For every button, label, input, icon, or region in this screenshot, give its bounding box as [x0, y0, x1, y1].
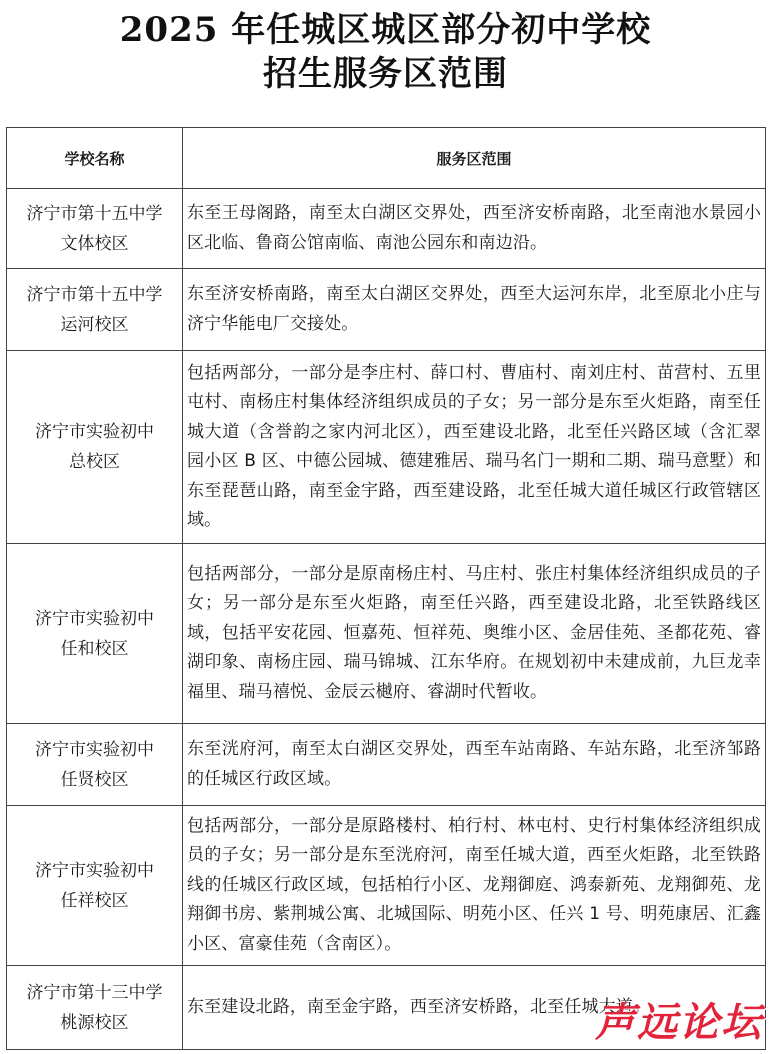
service-area-cell: 包括两部分，一部分是李庄村、薛口村、曹庙村、南刘庄村、苗营村、五里屯村、南杨庄村集体经济组织成员的子女；另一部分是东至火炬路，南至任城大道（含誉韵之家内河北区），西至建设北路，北至任兴路区域（含汇翠园小区 B 区、中德公园城、德建雅居、瑞马名门一期和二期、瑞马意墅）和东至琵琶山路，南至金宇路，西至建设路，北至任城大道任城区行政管辖区域。 [183, 351, 766, 544]
school-name-cell [7, 544, 183, 724]
service-area-cell: 包括两部分，一部分是原路楼村、柏行村、林屯村、史行村集体经济组织成员的子女；另一部分是东至洸府河，南至任城大道，西至火炬路，北至铁路线的任城区行政区域，包括柏行小区、龙翔御庭、鸿泰新苑、龙翔御苑、龙翔御书房、紫荆城公寓、北城国际、明苑小区、任兴 1 号、明苑康居、汇鑫小区、富豪佳苑（含南区）。 [183, 806, 766, 966]
service-area-cell: 东至济安桥南路，南至太白湖区交界处，西至大运河东岸，北至原北小庄与济宁华能电厂交接处。 [183, 269, 766, 351]
service-area-table [6, 127, 766, 1050]
school-campus: 任和校区 [60, 638, 129, 659]
school-campus: 任祥校区 [60, 890, 129, 911]
header-school-name: 学校名称 [7, 128, 183, 189]
school-campus: 桃源校区 [60, 1012, 129, 1033]
school-name: 济宁市实验初中 [35, 860, 154, 881]
table-row [7, 806, 766, 966]
school-name-cell [7, 724, 183, 806]
school-campus: 文体校区 [60, 233, 129, 254]
school-name-cell [7, 966, 183, 1050]
service-area-cell: 包括两部分，一部分是原南杨庄村、马庄村、张庄村集体经济组织成员的子女；另一部分是东至火炬路，南至任兴路，西至建设北路，北至铁路线区域，包括平安花园、恒嘉苑、恒祥苑、奥维小区、金居佳苑、圣都花苑、睿湖印象、南杨庄园、瑞马锦城、江东华府。在规划初中未建成前，九巨龙幸福里、瑞马禧悦、金辰云樾府、睿湖时代暂收。 [183, 544, 766, 724]
school-name: 济宁市第十三中学 [26, 982, 163, 1003]
school-name: 济宁市实验初中 [35, 739, 154, 760]
school-campus: 总校区 [69, 452, 120, 472]
table-header-row [7, 128, 766, 189]
school-name: 济宁市实验初中 [35, 608, 154, 629]
school-campus: 任贤校区 [60, 769, 129, 790]
service-area-cell: 东至王母阁路，南至太白湖区交界处，西至济安桥南路，北至南池水景园小区北临、鲁商公馆南临、南池公园东和南边沿。 [183, 189, 766, 269]
school-name: 济宁市第十五中学 [26, 284, 163, 305]
table-row [7, 189, 766, 269]
service-area-cell: 东至洸府河，南至太白湖区交界处，西至车站南路、车站东路，北至济邹路的任城区行政区域。 [183, 724, 766, 806]
table-row [7, 351, 766, 544]
table-row [7, 544, 766, 724]
school-name-cell [7, 269, 183, 351]
school-name-cell [7, 189, 183, 269]
school-campus: 运河校区 [60, 314, 129, 335]
school-name-cell [7, 806, 183, 966]
page-title [0, 8, 771, 96]
forum-watermark: 声远论坛 [595, 1000, 763, 1046]
school-name: 济宁市第十五中学 [26, 203, 163, 224]
table-row [7, 269, 766, 351]
header-service-area: 服务区范围 [183, 128, 766, 189]
title-line-2: 招生服务区范围 [263, 54, 508, 94]
school-name: 济宁市实验初中 [35, 422, 154, 442]
school-name-cell [7, 351, 183, 544]
table-row [7, 724, 766, 806]
title-line-1: 2025 年任城区城区部分初中学校 [119, 10, 652, 50]
service-area-cell: 东至建设北路，南至金宇路，西至济安桥路，北至任城大道。 [183, 966, 766, 1050]
